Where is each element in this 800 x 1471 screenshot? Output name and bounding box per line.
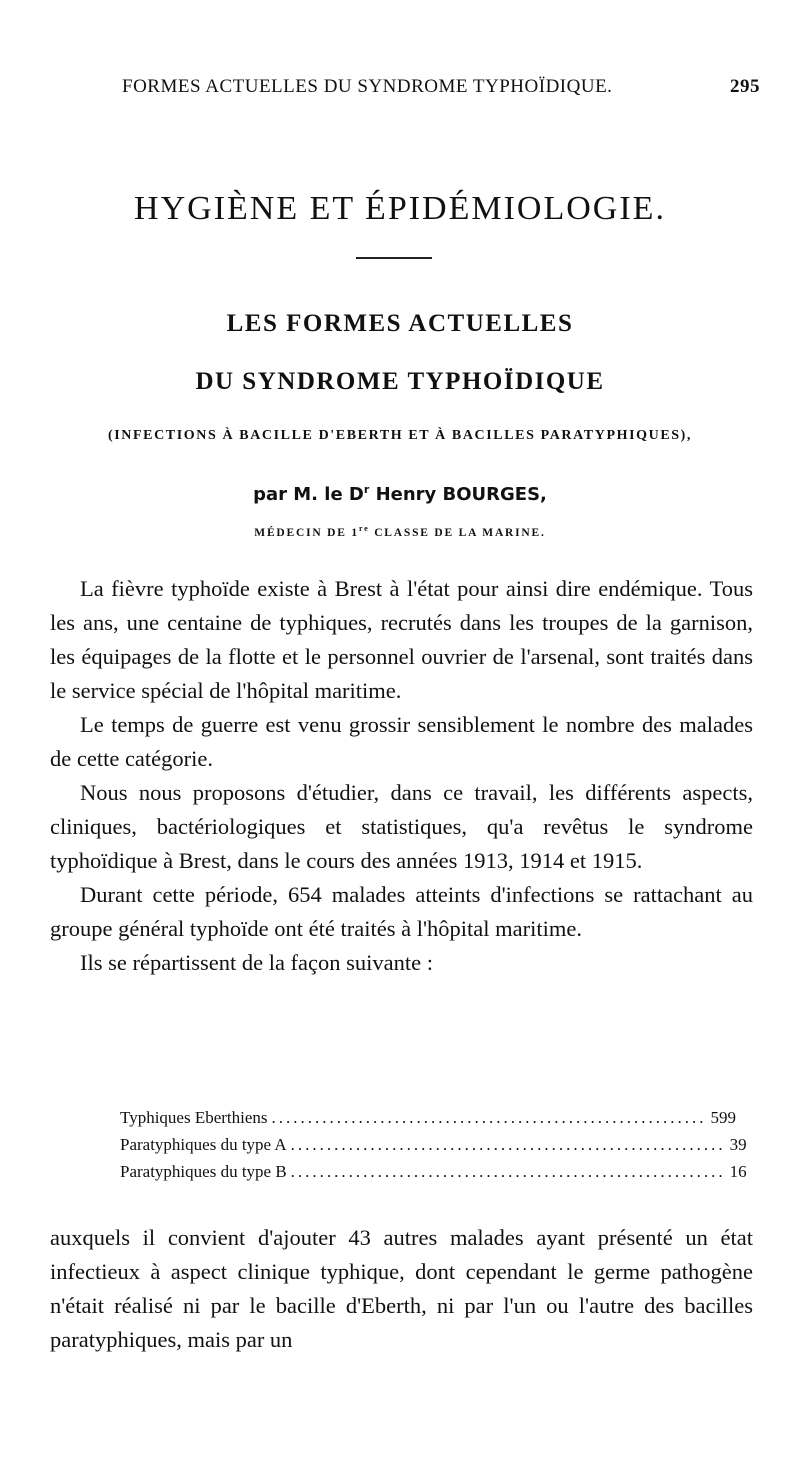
author-affiliation — [0, 524, 800, 539]
paragraph-3: Nous nous proposons d'étudier, dans ce travail, les différents aspects, cliniques, bactériologiques et statistiques, qu'a revêtus le syndrome typhoïdique à Brest, dans le cours des années 1913, 1914 et 1915. — [50, 780, 753, 873]
page-number: 295 — [730, 76, 760, 97]
article-title-line-1: LES FORMES ACTUELLES — [226, 310, 574, 337]
list-item-value: 39 — [729, 1135, 747, 1154]
running-head-title: FORMES ACTUELLES DU SYNDROME TYPHOÏDIQUE. — [122, 76, 613, 97]
article-subtitle: (INFECTIONS À BACILLE D'EBERTH ET À BACILLES PARATYPHIQUES), — [107, 428, 693, 443]
paragraph-1: La fièvre typhoïde existe à Brest à l'état pour ainsi dire endémique. Tous les ans, une centaine de typhiques, recrutés dans les troupes de la garnison, les équipages de la flotte et le personnel ouvrier de l'arsenal, sont traités dans le service spécial de l'hôpital maritime. — [50, 576, 753, 703]
affiliation-rest: CLASSE DE LA MARINE. — [369, 526, 546, 539]
list-item-value: 16 — [729, 1162, 747, 1181]
list-item-label: Typhiques Eberthiens — [120, 1108, 268, 1127]
paragraph-5: Ils se répartissent de la façon suivante : — [80, 950, 434, 975]
list-item — [120, 1158, 747, 1185]
title-rule — [356, 257, 432, 259]
list-item-label: Paratyphiques du type A — [120, 1135, 287, 1154]
body-text — [50, 572, 753, 980]
closing-paragraph: auxquels il convient d'ajouter 43 autres malades ayant présenté un état infectieux à aspect clinique typhique, dont cependant le germe pathogène n'était réalisé ni par le bacille d'Eberth, ni par l'un ou l'autre des bacilles paratyphiques, mais par un — [50, 1225, 753, 1352]
leader-dots: ............................................................ — [290, 1135, 726, 1154]
article-title-line-2: DU SYNDROME TYPHOÏDIQUE — [195, 368, 605, 395]
byline-prefix: par M. le D — [253, 484, 364, 505]
byline-name: Henry BOURGES, — [369, 484, 547, 505]
section-title: HYGIÈNE ET ÉPIDÉMIOLOGIE. — [134, 190, 666, 227]
byline-sup: r — [363, 483, 370, 496]
list-item — [120, 1104, 737, 1131]
leader-dots: ............................................................ — [290, 1162, 726, 1181]
author-byline — [0, 483, 800, 505]
leader-dots: ............................................................ — [271, 1108, 707, 1127]
affiliation-prefix: MÉDECIN DE 1 — [254, 526, 359, 539]
affiliation-sup: re — [358, 524, 370, 533]
list-item-label: Paratyphiques du type B — [120, 1162, 287, 1181]
paragraph-2: Le temps de guerre est venu grossir sensiblement le nombre des malades de cette catégorie. — [50, 712, 753, 771]
list-item-value: 599 — [710, 1108, 737, 1127]
closing-text — [50, 1221, 753, 1357]
list-item — [120, 1131, 747, 1158]
distribution-list — [120, 1104, 747, 1185]
paragraph-4: Durant cette période, 654 malades atteints d'infections se rattachant au groupe général typhoïde ont été traités à l'hôpital maritime. — [50, 882, 753, 941]
